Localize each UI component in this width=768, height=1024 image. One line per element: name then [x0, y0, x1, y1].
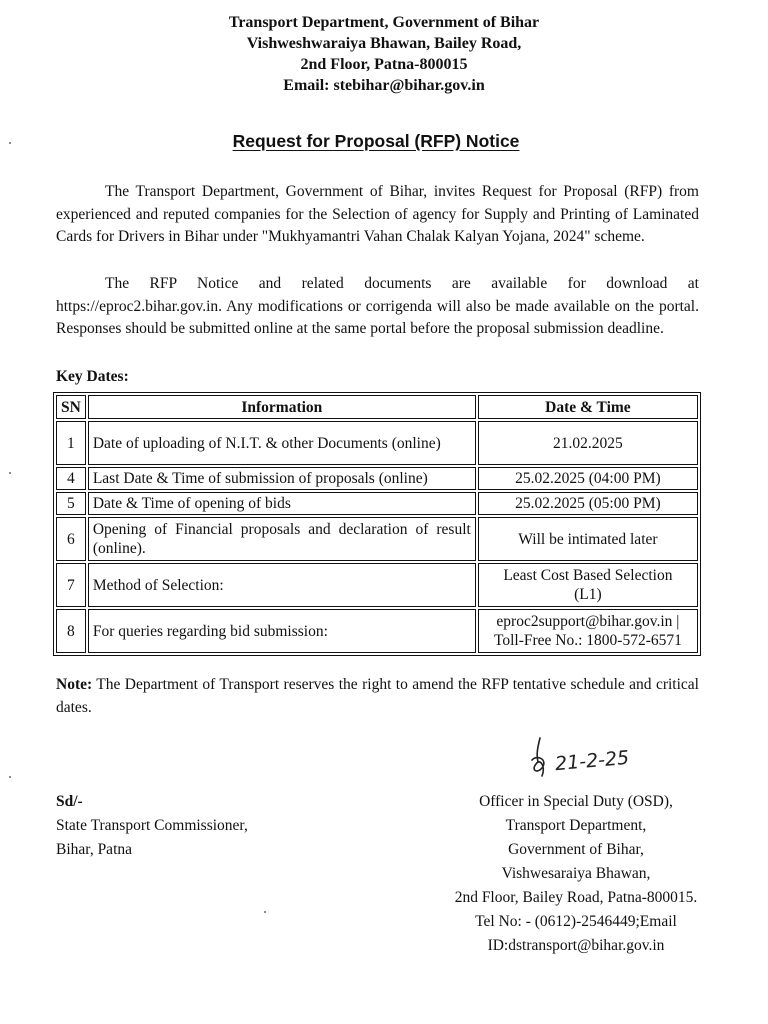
column-header-date-time: Date & Time: [478, 395, 698, 419]
table-row: [56, 609, 698, 653]
row-date-time: [478, 609, 698, 653]
download-paragraph: The RFP Notice and related documents are available for download at https://eproc2.bihar.gov.in. Any modifications or corrigenda will also be made available on the portal. Responses should be submitted online at the same portal before the proposal submission deadline.: [56, 275, 699, 337]
intro-paragraph: The Transport Department, Government of Bihar, invites Request for Proposal (RFP) from experienced and reputed companies for the Selection of agency for Supply and Printing of Laminated Cards for Drivers in Bihar under "Mukhyamantri Vahan Chalak Kalyan Yojana, 2024" scheme.: [56, 183, 699, 245]
selection-method-code: (L1): [574, 586, 602, 603]
note-paragraph: [56, 673, 699, 719]
row-sn: 8: [56, 609, 86, 653]
row-information: Date of uploading of N.I.T. & other Documents (online): [88, 421, 476, 465]
row-sn: 6: [56, 517, 86, 561]
row-information: Date & Time of opening of bids: [88, 492, 476, 515]
building-address: Vishweshwaraiya Bhawan, Bailey Road,: [246, 35, 522, 52]
commissioner-title: State Transport Commissioner,: [56, 817, 248, 834]
table-header-row: [56, 395, 698, 419]
row-information: Method of Selection:: [88, 563, 476, 607]
row-date-time: [478, 563, 698, 607]
row-date-time: 25.02.2025 (04:00 PM): [478, 467, 698, 490]
table-row: [56, 563, 698, 607]
osd-email: ID:dstransport@bihar.gov.in: [487, 937, 665, 954]
letterhead: [0, 12, 768, 96]
commissioner-block: [56, 790, 248, 862]
row-information: Last Date & Time of submission of proposals (online): [88, 467, 476, 490]
table-row: [56, 492, 698, 515]
scan-speck: [264, 911, 266, 913]
osd-building: Vishwesaraiya Bhawan,: [501, 865, 651, 882]
scan-speck: [9, 142, 11, 144]
signature-date: 21-2-25: [554, 746, 630, 776]
key-dates-heading: Key Dates:: [56, 368, 129, 385]
row-information: Opening of Financial proposals and declaration of result (online).: [88, 517, 476, 561]
osd-government: Government of Bihar,: [508, 841, 644, 858]
row-date-time: Will be intimated later: [478, 517, 698, 561]
osd-phone: Tel No: - (0612)-2546449;Email: [475, 913, 677, 930]
note-text: The Department of Transport reserves the right to amend the RFP tentative schedule and critical dates.: [56, 676, 699, 716]
row-sn: 4: [56, 467, 86, 490]
table-row: [56, 517, 698, 561]
selection-method-line: Least Cost Based Selection: [503, 567, 673, 584]
table-row: [56, 421, 698, 465]
commissioner-location: Bihar, Patna: [56, 841, 133, 858]
note-label: Note:: [56, 676, 93, 693]
column-header-sn: SN: [56, 395, 86, 419]
scan-speck: [9, 472, 11, 474]
column-header-information: Information: [88, 395, 476, 419]
table-row: [56, 467, 698, 490]
page-title: Request for Proposal (RFP) Notice: [232, 131, 520, 151]
signed-mark: Sd/-: [56, 793, 83, 810]
osd-address: 2nd Floor, Bailey Road, Patna-800015.: [454, 889, 698, 906]
row-information: For queries regarding bid submission:: [88, 609, 476, 653]
floor-address: 2nd Floor, Patna-800015: [300, 56, 468, 73]
toll-free-number: Toll-Free No.: 1800-572-6571: [493, 632, 682, 649]
key-dates-table: [53, 392, 701, 656]
scan-speck: [9, 776, 11, 778]
handwritten-signature: [528, 736, 668, 786]
department-name: Transport Department, Government of Bihar: [228, 14, 540, 31]
row-sn: 7: [56, 563, 86, 607]
osd-title: Officer in Special Duty (OSD),: [479, 793, 673, 810]
osd-block: [408, 790, 744, 958]
row-sn: 5: [56, 492, 86, 515]
osd-department: Transport Department,: [505, 817, 647, 834]
row-date-time: 21.02.2025: [478, 421, 698, 465]
department-email: Email: stebihar@bihar.gov.in: [283, 77, 485, 94]
row-date-time: 25.02.2025 (05:00 PM): [478, 492, 698, 515]
support-email: eproc2support@bihar.gov.in |: [496, 613, 680, 630]
row-sn: 1: [56, 421, 86, 465]
